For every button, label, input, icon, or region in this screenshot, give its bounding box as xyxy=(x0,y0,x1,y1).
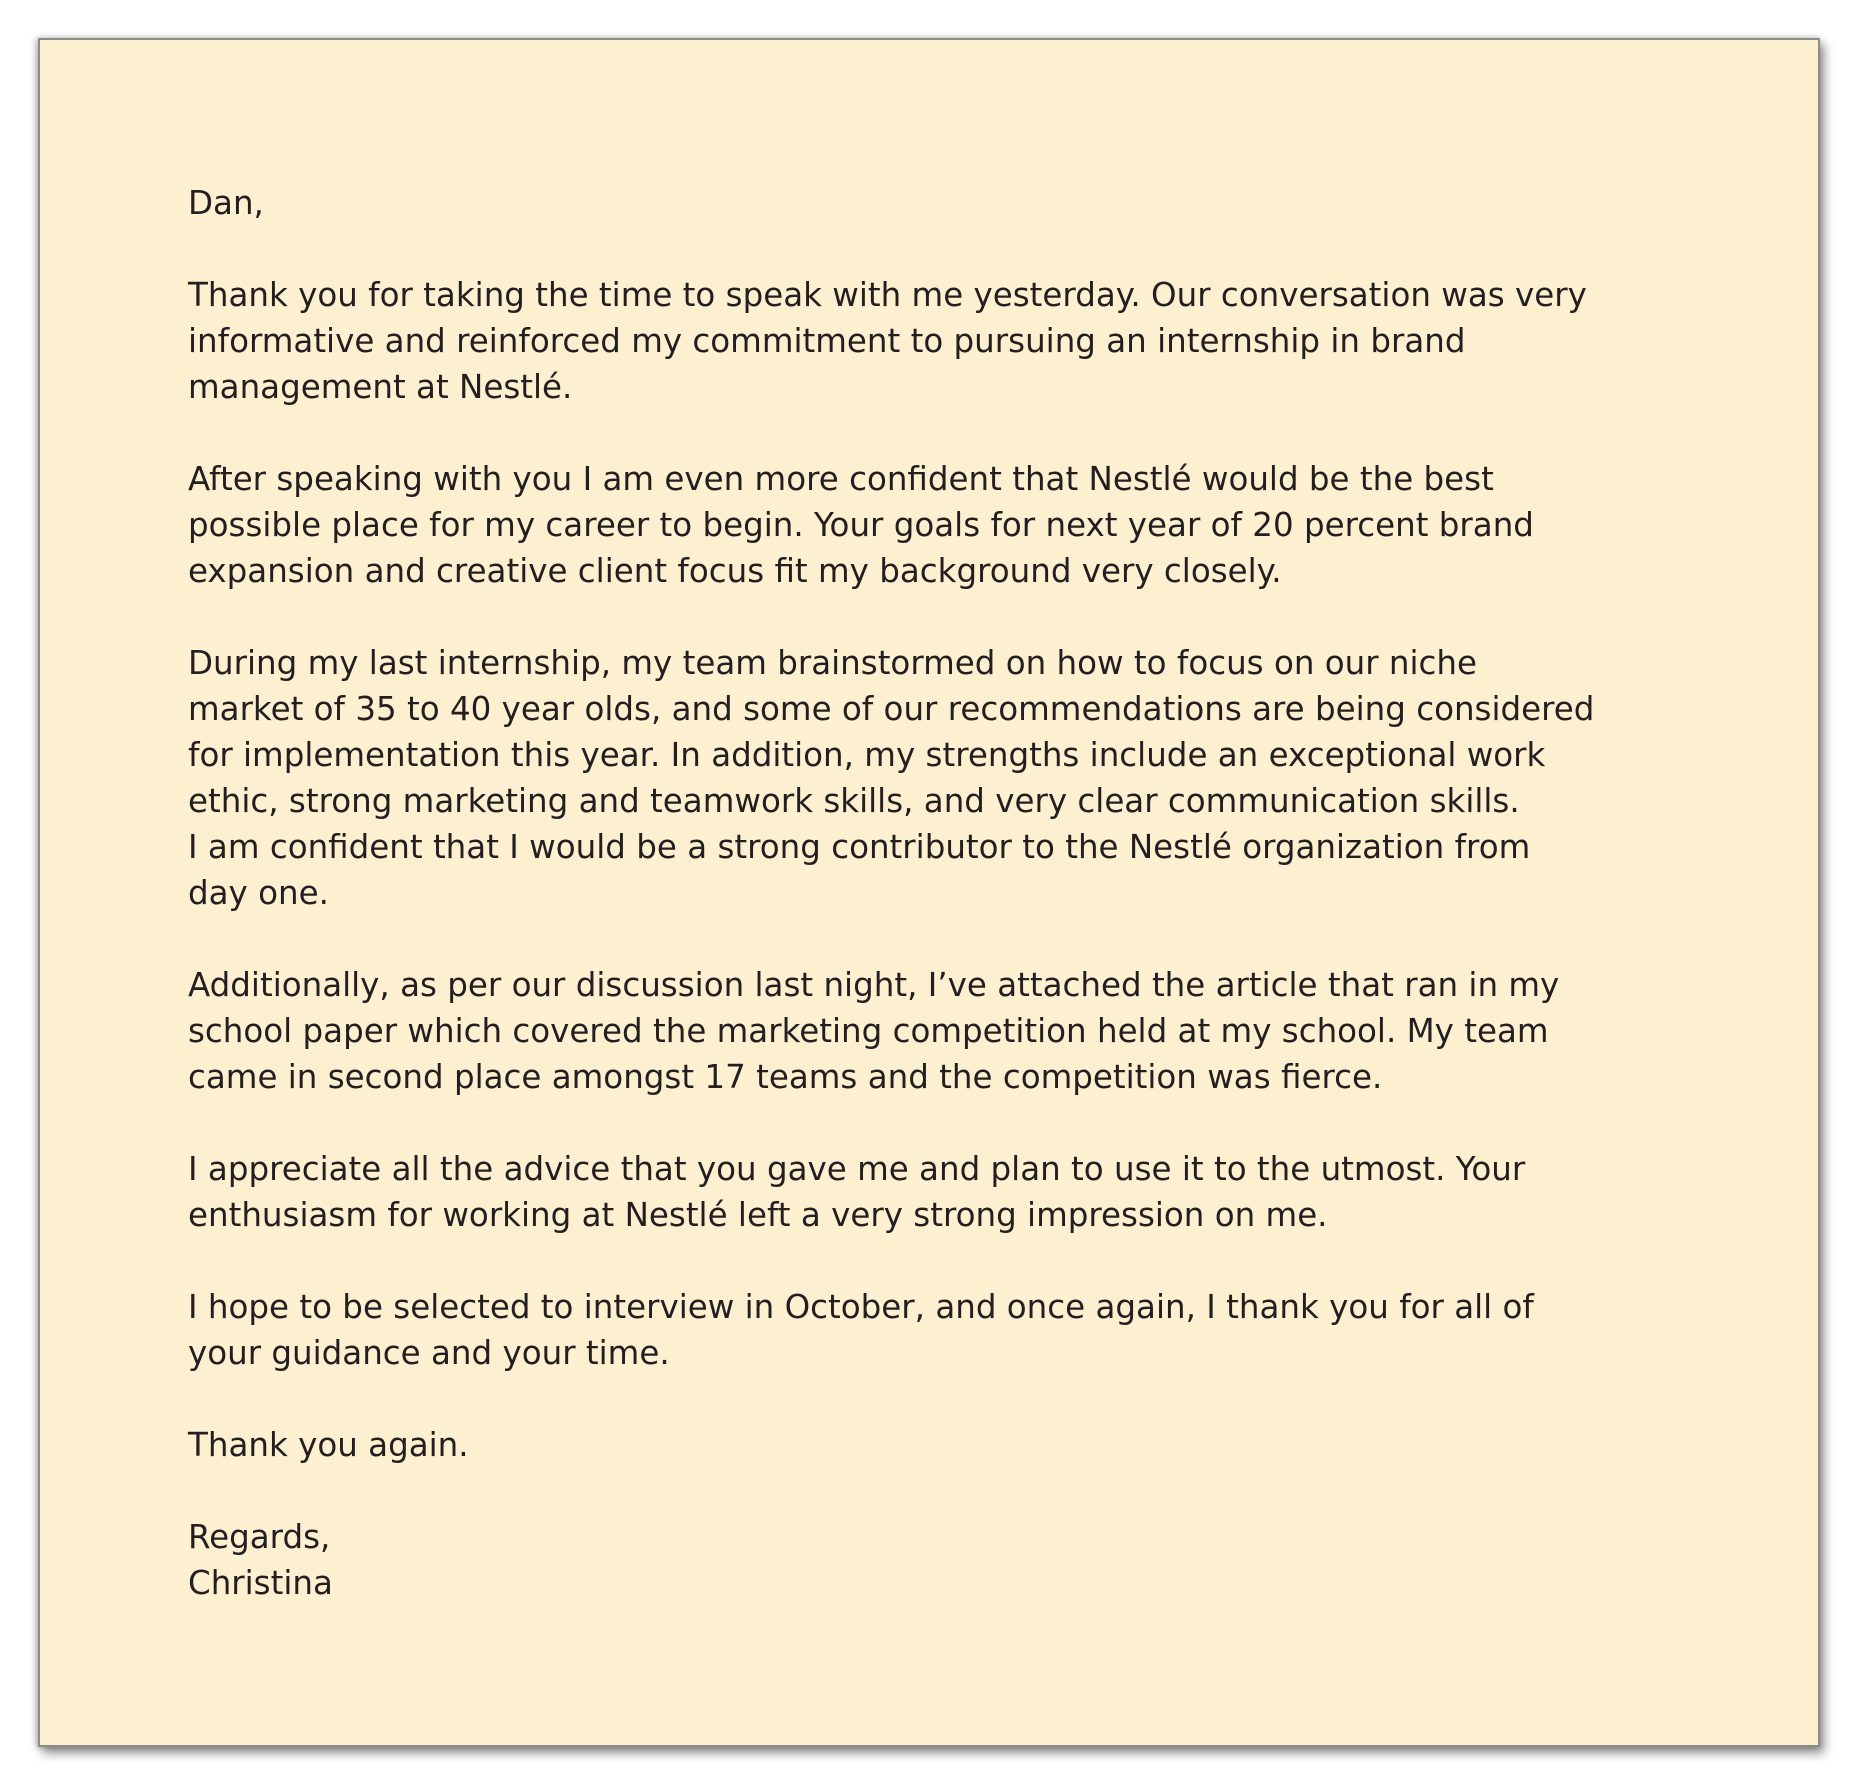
signature: Christina xyxy=(188,1564,333,1602)
paragraph-line: management at Nestlé. xyxy=(188,368,573,406)
paragraph-line: I hope to be selected to interview in October, and once again, I thank you for all of xyxy=(188,1288,1534,1326)
greeting-text: Dan, xyxy=(188,184,264,222)
paragraph-5 xyxy=(188,1146,1748,1238)
paragraph-line: market of 35 to 40 year olds, and some of our recommendations are being considered xyxy=(188,690,1595,728)
paragraph-line: day one. xyxy=(188,874,329,912)
paragraph-line: possible place for my career to begin. Your goals for next year of 20 percent brand xyxy=(188,506,1534,544)
paragraph-line: informative and reinforced my commitment to pursuing an internship in brand xyxy=(188,322,1466,360)
letter-page xyxy=(38,38,1820,1747)
paragraph-line: After speaking with you I am even more confident that Nestlé would be the best xyxy=(188,460,1494,498)
paragraph-3 xyxy=(188,640,1748,916)
sign-off: Regards, xyxy=(188,1518,331,1556)
paragraph-line: During my last internship, my team brainstormed on how to focus on our niche xyxy=(188,644,1478,682)
paragraph-6 xyxy=(188,1284,1748,1376)
paragraph-line: Thank you for taking the time to speak with me yesterday. Our conversation was very xyxy=(188,276,1587,314)
paragraph-line: came in second place amongst 17 teams and the competition was fierce. xyxy=(188,1058,1383,1096)
paragraph-line: Additionally, as per our discussion last night, I’ve attached the article that ran in my xyxy=(188,966,1560,1004)
paragraph-2 xyxy=(188,456,1748,594)
sign-off-block xyxy=(188,1514,1748,1606)
closing-thanks-text: Thank you again. xyxy=(188,1426,469,1464)
paragraph-line: enthusiasm for working at Nestlé left a very strong impression on me. xyxy=(188,1196,1328,1234)
paragraph-line: expansion and creative client focus fit my background very closely. xyxy=(188,552,1282,590)
closing-thanks xyxy=(188,1422,1748,1468)
paragraph-line: ethic, strong marketing and teamwork skills, and very clear communication skills. xyxy=(188,782,1520,820)
greeting xyxy=(188,180,1748,226)
letter-body xyxy=(188,180,1748,1606)
paragraph-line: for implementation this year. In addition, my strengths include an exceptional work xyxy=(188,736,1546,774)
paragraph-4 xyxy=(188,962,1748,1100)
paragraph-line: school paper which covered the marketing competition held at my school. My team xyxy=(188,1012,1549,1050)
paragraph-line: your guidance and your time. xyxy=(188,1334,670,1372)
paragraph-line: I appreciate all the advice that you gave me and plan to use it to the utmost. Your xyxy=(188,1150,1526,1188)
paragraph-1 xyxy=(188,272,1748,410)
paragraph-line: I am confident that I would be a strong contributor to the Nestlé organization from xyxy=(188,828,1531,866)
